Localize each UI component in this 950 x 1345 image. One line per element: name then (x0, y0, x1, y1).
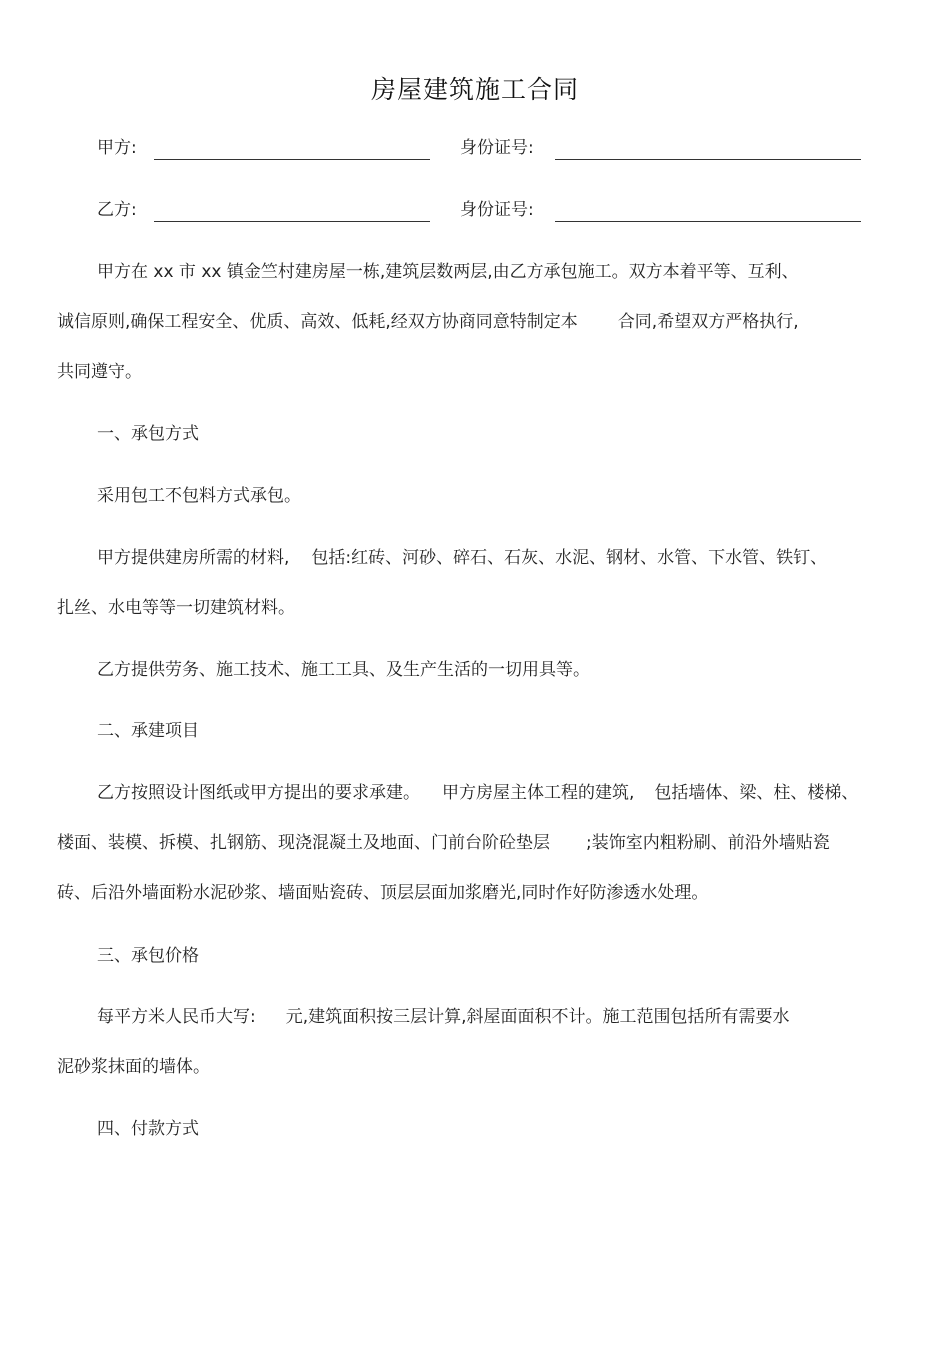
intro-line-2-text: 诚信原则,确保工程安全、优质、高效、低耗,经双方协商同意特制定本 (57, 312, 578, 332)
section-1-paragraph-2-line-2: 扎丝、水电等等一切建筑材料。 (57, 598, 295, 618)
section-1-paragraph-2-line-1 (97, 546, 897, 570)
intro-line-2-tail: 合同,希望双方严格执行, (617, 312, 799, 332)
party-a-id-blank-line (555, 159, 861, 160)
document-title: 房屋建筑施工合同 (370, 75, 579, 104)
section-2-part-a: 乙方按照设计图纸或甲方提出的要求承建。 (97, 783, 420, 803)
section-2-paragraph-line-3: 砖、后沿外墙面粉水泥砂浆、墙面贴瓷砖、顶层层面加浆磨光,同时作好防渗透水处理。 (57, 883, 709, 903)
section-2-part-e: ;装饰室内粗粉刷、前沿外墙贴瓷 (586, 833, 830, 853)
section-3-part-b: 元,建筑面积按三层计算,斜屋面面积不计。施工范围包括所有需要水 (285, 1007, 790, 1027)
party-b-blank-line (154, 221, 430, 222)
intro-line-3: 共同遵守。 (57, 362, 142, 382)
intro-line-1: 甲方在 xx 市 xx 镇金竺村建房屋一栋,建筑层数两层,由乙方承包施工。双方本着平等、互利、 (97, 262, 799, 282)
section-3-heading: 三、承包价格 (97, 946, 199, 966)
party-b-label: 乙方: (97, 200, 137, 220)
section-2-part-d: 楼面、装模、拆模、扎钢筋、现浇混凝土及地面、门前台阶砼垫层 (57, 833, 550, 853)
section-2-part-b: 甲方房屋主体工程的建筑, (442, 783, 635, 803)
section-3-part-a: 每平方米人民币大写: (97, 1007, 256, 1027)
section-1-p2-part-a: 甲方提供建房所需的材料, (97, 548, 290, 568)
section-1-paragraph-1: 采用包工不包料方式承包。 (97, 486, 301, 506)
party-a-id-label: 身份证号: (460, 138, 534, 158)
party-a-blank-line (154, 159, 430, 160)
section-2-part-c: 包括墙体、梁、柱、楼梯、 (654, 783, 859, 803)
section-3-paragraph-line-2: 泥砂浆抹面的墙体。 (57, 1057, 210, 1077)
party-b-id-label: 身份证号: (460, 200, 534, 220)
section-2-heading: 二、承建项目 (97, 721, 199, 741)
section-3-paragraph-line-1 (97, 1005, 897, 1029)
section-2-paragraph-line-1 (97, 781, 897, 805)
section-1-heading: 一、承包方式 (97, 424, 199, 444)
party-b-id-blank-line (555, 221, 861, 222)
section-1-paragraph-3: 乙方提供劳务、施工技术、施工工具、及生产生活的一切用具等。 (97, 660, 590, 680)
party-a-label: 甲方: (97, 138, 137, 158)
section-2-paragraph-line-2 (57, 831, 897, 855)
intro-line-2 (57, 310, 897, 334)
section-1-p2-part-b: 包括:红砖、河砂、碎石、石灰、水泥、钢材、水管、下水管、铁钉、 (311, 548, 828, 568)
section-4-heading: 四、付款方式 (97, 1119, 199, 1139)
